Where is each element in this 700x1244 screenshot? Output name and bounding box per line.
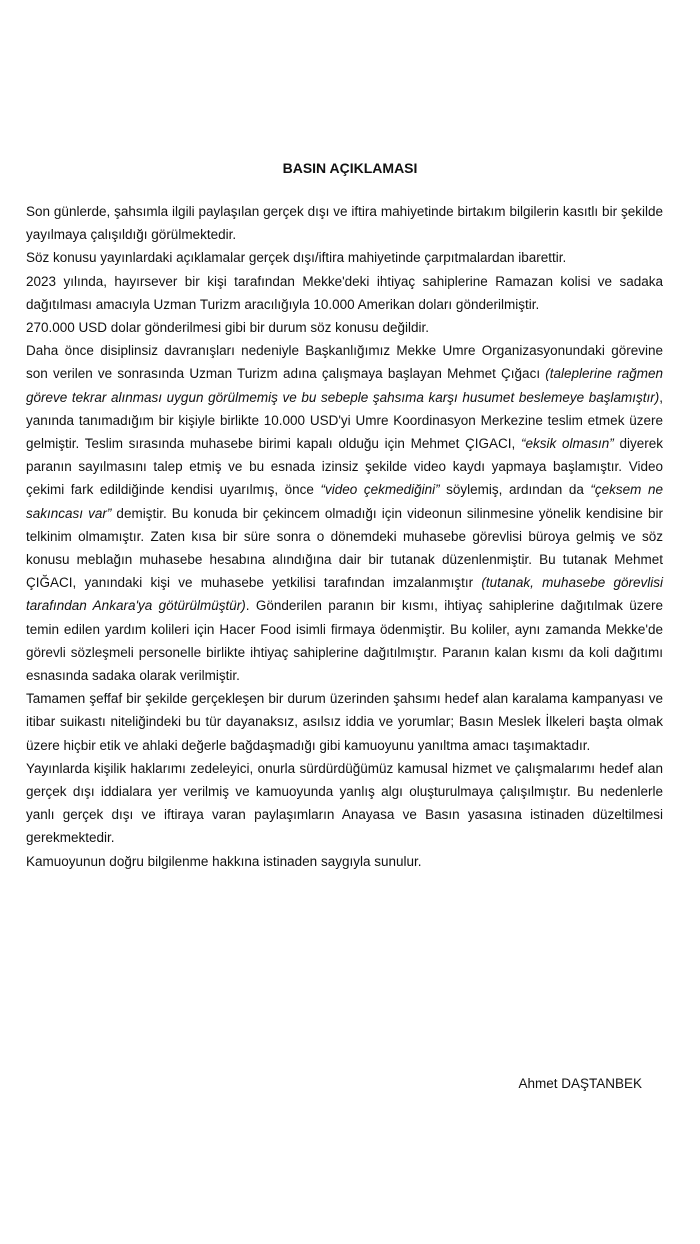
paragraph-5 bbox=[26, 339, 663, 687]
paragraph-5-text-2: , yanında tanımadığım bir kişiyle birlikte 10.000 USD'yi Umre Koordinasyon Merkezine teslim etmek üzere gelmiştir. Teslim sırasında muhasebe birimi kapalı olduğu için Mehmet ÇIGACI, bbox=[26, 389, 663, 452]
paragraph-5-italic-3: “video çekmediğini” bbox=[320, 482, 440, 498]
paragraph-4: 270.000 USD dolar gönderilmesi gibi bir durum söz konusu değildir. bbox=[26, 320, 429, 336]
paragraph-3: 2023 yılında, hayırsever bir kişi tarafından Mekke'deki ihtiyaç sahiplerine Ramazan kolisi ve sadaka dağıtılması amacıyla Uzman Turizm aracılığıyla 10.000 Amerikan doları gönderilmiştir. bbox=[26, 273, 663, 312]
paragraph-5-text-3: diyerek paranın sayılmasını talep etmiş ve bu esnada izinsiz şekilde video kaydı yapmaya başlamıştır. Video çekimi fark edildiğinde kendisi uyarılmış, önce bbox=[26, 436, 663, 498]
paragraph-5-text-4: söylemiş, ardından da bbox=[439, 482, 591, 498]
paragraph-5-italic-2: “eksik olmasın” bbox=[521, 436, 614, 452]
paragraph-5-italic-5: (tutanak, muhasebe görevlisi tarafından Ankara'ya götürülmüştür) bbox=[26, 575, 663, 614]
paragraph-2: Söz konusu yayınlardaki açıklamalar gerçek dışı/iftira mahiyetinde çarpıtmalardan ibarettir. bbox=[26, 250, 567, 266]
document-title: BASIN AÇIKLAMASI bbox=[282, 160, 418, 176]
paragraph-7: Yayınlarda kişilik haklarımı zedeleyici, onurla sürdürdüğümüz kamusal hizmet ve çalışmalarımı hedef alan gerçek dışı iddialara yer verilmiş ve kamuoyunda yanlış algı oluşturulmaya çalışılmıştır. Bu nedenlerle yanlı gerçek dışı ve iftiraya varan paylaşımların Anayasa ve Basın yasasına istinaden düzeltilmesi gerekmektedir. bbox=[26, 760, 663, 846]
paragraph-5-text-5: demiştir. Bu konuda bir çekincem olmadığı için videonun silinmesine yönelik kendisine bir telkinim olmamıştır. Zaten kısa bir süre sonra o dönemdeki muhasebe görevlisi büroya gelmiş ve söz konusu meblağın muhasebe hesabına alındığına dair bir tutanak düzenlenmiştir. Bu tutanak Mehmet ÇIĞACI, yanındaki kişi ve muhasebe yetkilisi tarafından imzalanmıştır bbox=[26, 505, 663, 591]
signature-name: Ahmet DAŞTANBEK bbox=[518, 1076, 642, 1091]
document-body bbox=[26, 200, 663, 873]
paragraph-6: Tamamen şeffaf bir şekilde gerçekleşen bir durum üzerinden şahsımı hedef alan karalama kampanyası ve itibar suikastı niteliğindeki bu tür dayanaksız, asılsız iddia ve yorumlar; Basın Meslek İlkeleri başta olmak üzere hiçbir etik ve ahlaki değerle bağdaşmadığı gibi kamuoyunu yanıltma amacı taşımaktadır. bbox=[26, 691, 663, 753]
paragraph-5-italic-1: (taleplerine rağmen göreve tekrar alınması uygun görülmemiş ve bu sebeple şahsıma karşı husumet beslemeye başlamıştır) bbox=[26, 366, 664, 405]
paragraph-5-italic-4: “çeksem ne sakıncası var” bbox=[26, 482, 663, 521]
paragraph-5-text-1: Daha önce disiplinsiz davranışları nedeniyle Başkanlığımız Mekke Umre Organizasyonundaki görevine son verilen ve sonrasında Uzman Turizm adına çalışmaya başlayan Mehmet Çığacı bbox=[26, 343, 663, 382]
paragraph-8: Kamuoyunun doğru bilgilenme hakkına istinaden saygıyla sunulur. bbox=[26, 853, 422, 869]
paragraph-1: Son günlerde, şahsımla ilgili paylaşılan gerçek dışı ve iftira mahiyetinde birtakım bilgilerin kasıtlı bir şekilde yayılmaya çalışıldığı görülmektedir. bbox=[26, 204, 663, 243]
paragraph-5-text-6: . Gönderilen paranın bir kısmı, ihtiyaç sahiplerine dağıtılmak üzere temin edilen yardım kolileri için Hacer Food isimli firmaya ödenmiştir. Bu koliler, aynı zamanda Mekke'de görevli sözleşmeli personelle birlikte ihtiyaç sahiplerine dağıtılmıştır. Paranın kalan kısmı da koli dağıtımı esnasında sadaka olarak verilmiştir. bbox=[26, 598, 663, 684]
